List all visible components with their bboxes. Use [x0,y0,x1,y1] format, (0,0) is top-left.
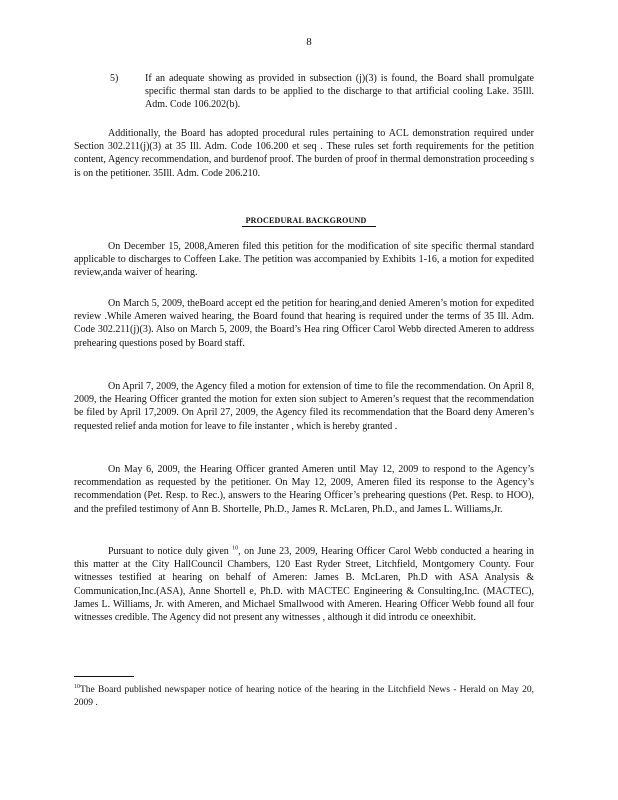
paragraph-hearing [74,545,534,624]
list-item-5 [110,72,534,112]
footnote-reference: 10 [232,545,239,552]
footnote-divider [74,676,134,677]
list-item-text: If an adequate showing as provided in subsection (j)(3) is found, the Board shall promulgate specific thermal stan dards to be applied to the discharge to that artificial cooling Lake. 35Ill. Adm. Code 106.202(b). [145,73,534,111]
paragraph-hearing-before: Pursuant to notice duly given [108,546,229,557]
paragraph-december: On December 15, 2008,Ameren filed this petition for the modification of site specific thermal standard applicable to discharges to Coffeen Lake. The petition was accompanied by Exhibits 1-16, a motion for expedited review,anda waiver of hearing. [74,241,534,279]
page-number: 8 [306,36,312,48]
footnote [74,684,534,710]
footnote-marker: 10 [74,683,80,690]
list-item-label: 5) [110,73,119,84]
paragraph-april: On April 7, 2009, the Agency filed a motion for extension of time to file the recommendation. On April 8, 2009, the Hearing Officer granted the motion for exten sion subject to Ameren’s request that the recommendation be filed by April 17,2009. On April 27, 2009, the Agency filed its recommendation that the Board deny Ameren’s requested relief anda motion for leave to file instanter , which is hereby granted . [74,381,534,432]
paragraph-additionally: Additionally, the Board has adopted procedural rules pertaining to ACL demonstration required under Section 302.211(j)(3) at 35 Ill. Adm. Code 106.200 et seq . These rules set forth requirements for the petition content, Agency recommendation, and burdenof proof. The burden of proof in thermal demonstration proceeding s is on the petitioner. 35Ill. Adm. Code 206.210. [74,128,534,179]
section-heading [0,214,618,227]
section-heading-text: PROCEDURAL BACKGROUND [242,216,377,227]
paragraph-may: On May 6, 2009, the Hearing Officer granted Ameren until May 12, 2009 to respond to the Agency’s recommendation as requested by the petitioner. On May 12, 2009, Ameren filed its response to the Agency’s recommendation (Pet. Resp. to Rec.), answers to the Hearing Officer’s prehearing questions (Pet. Resp. to HOO), and the prefiled testimony of Ann B. Shortelle, Ph.D., James R. McLaren, Ph.D., and James L. Williams,Jr. [74,464,534,515]
paragraph-hearing-after: , on June 23, 2009, Hearing Officer Carol Webb conducted a hearing in this matter at the City HallCouncil Chambers, 120 East Ryder Street, Litchfield, Montgomery County. Four witnesses testified at hearing on behalf of Ameren: James B. McLaren, Ph.D with ASA Analysis & Communication,Inc.(ASA), Anne Shortell e, Ph.D. with MACTEC Engineering & Consulting,Inc. (MACTEC), James L. Williams, Jr. with Ameren, and Michael Smallwood with Ameren. Hearing Officer Webb found all four witnesses credible. The Agency did not present any witnesses , although it did introdu ce oneexhibit. [74,546,534,624]
footnote-text: The Board published newspaper notice of hearing notice of the hearing in the Litchfield News - Herald on May 20, 2009 . [74,685,534,708]
paragraph-march: On March 5, 2009, theBoard accept ed the petition for hearing,and denied Ameren’s motion for expedited review .While Ameren waived hearing, the Board found that hearing is required under the terms of 35 Ill. Adm. Code 302.211(j)(3). Also on March 5, 2009, the Board’s Hea ring Officer Carol Webb directed Ameren to address prehearing questions posed by Board staff. [74,298,534,349]
